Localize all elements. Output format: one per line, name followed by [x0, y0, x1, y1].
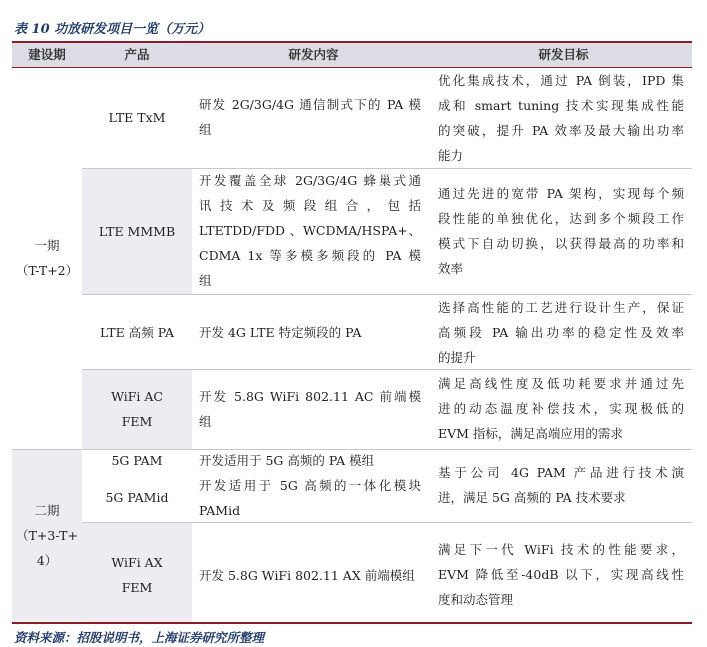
- goal-wifi-ax-fem: [438, 537, 684, 612]
- period-2-line3: 4）: [36, 553, 58, 568]
- content-line: 组: [199, 273, 212, 288]
- content-line: 研发 2G/3G/4G 通信制式下的 PA 模: [199, 97, 421, 112]
- goal-line: 成和 smart tuning 技术实现集成性能: [438, 98, 684, 113]
- goal-line: 段性能的单独优化，达到多个频段工作: [438, 211, 684, 226]
- goal-line: 满足高线性度及低功耗要求并通过先: [438, 376, 684, 391]
- product-line: WiFi AC: [111, 389, 163, 404]
- product-line: WiFi AX: [111, 555, 163, 570]
- goal-line: 度和动态管理: [438, 592, 514, 607]
- header-content: 研发内容: [288, 47, 339, 62]
- goal-wifi-ac-fem: [438, 371, 684, 446]
- product-lte-mmmb: LTE MMMB: [98, 224, 176, 239]
- goal-line: EVM 指标，满足高端应用的需求: [438, 426, 623, 441]
- content-wifi-ac-fem: [199, 384, 421, 434]
- product-wifi-ac-fem: [82, 384, 192, 434]
- goal-line: EVM 降低至-40dB 以下，实现高线性: [438, 567, 684, 582]
- goal-line: 满足下一代 WiFi 技术的性能要求，: [438, 542, 684, 557]
- content-line: LTETDD/FDD 、WCDMA/HSPA+、: [199, 223, 421, 238]
- goal-line: 进的动态温度补偿技术，实现极低的: [438, 401, 684, 416]
- period-2-line1: 二期: [34, 503, 60, 518]
- content-wifi-ax-fem: 开发 5.8G WiFi 802.11 AX 前端模组: [199, 568, 415, 583]
- goal-line: 选择高性能的工艺进行设计生产，保证: [438, 300, 684, 315]
- period-1-line1: 一期: [34, 238, 60, 253]
- goal-lte-hf-pa: [438, 295, 684, 370]
- product-5g-pam: 5G PAM: [111, 453, 163, 468]
- content-line: PAMid: [199, 503, 241, 518]
- content-line: CDMA 1x 等多模多频段的 PA 模: [199, 248, 421, 263]
- goal-line: 高频段 PA 输出功率的稳定性及效率: [438, 325, 684, 340]
- goal-line: 通过先进的宽带 PA 架构，实现每个频: [438, 186, 684, 201]
- content-line: 讯 技 术 及 频 段 组 合 ， 包 括: [199, 198, 421, 213]
- content-lte-hf-pa: 开发 4G LTE 特定频段的 PA: [199, 325, 362, 340]
- content-line: 组: [199, 414, 212, 429]
- header-goal: 研发目标: [538, 47, 589, 62]
- table-bottom-rule: [12, 622, 692, 624]
- period-2-label: [12, 498, 82, 573]
- product-line: FEM: [121, 414, 153, 429]
- content-line: 开发适用于 5G 高频的一体化模块: [199, 478, 421, 493]
- goal-line: 模式下自动切换，以获得最高的功率和: [438, 236, 684, 251]
- content-lte-txm: [199, 92, 421, 142]
- header-period: 建设期: [28, 47, 66, 62]
- goal-line: 能力: [438, 148, 464, 163]
- content-line: 开发适用于 5G 高频的 PA 模组: [199, 453, 375, 468]
- period-1-line2: （T-T+2）: [15, 263, 79, 278]
- product-lte-hf-pa: LTE 高频 PA: [100, 325, 174, 340]
- goal-line: 效率: [438, 261, 464, 276]
- goal-line: 优化集成技术，通过 PA 倒装，IPD 集: [438, 73, 684, 88]
- table-title: 表 10 功放研发项目一览（万元）: [14, 22, 211, 37]
- content-lte-mmmb: [199, 168, 421, 293]
- source-note: 资料来源：招股说明书，上海证券研究所整理: [14, 630, 265, 645]
- product-5g-pamid: 5G PAMid: [105, 490, 169, 505]
- product-line: FEM: [121, 580, 153, 595]
- content-line: 开发 5.8G WiFi 802.11 AC 前端模: [199, 389, 421, 404]
- goal-line: 的提升: [438, 350, 476, 365]
- goal-lte-mmmb: [438, 181, 684, 281]
- product-lte-txm: LTE TxM: [108, 110, 166, 125]
- product-wifi-ax-fem: [82, 550, 192, 600]
- header-product: 产品: [124, 47, 150, 62]
- content-line: 组: [199, 122, 212, 137]
- goal-line: 进，满足 5G 高频的 PA 技术要求: [438, 490, 626, 505]
- goal-lte-txm: [438, 68, 684, 168]
- period-2-line2: （T+3-T+: [16, 528, 78, 543]
- content-5g-pam: [199, 448, 421, 523]
- goal-line: 的突破，提升 PA 效率及最大输出功率: [438, 123, 684, 138]
- goal-line: 基于公司 4G PAM 产品进行技术演: [438, 465, 684, 480]
- content-line: 开发覆盖全球 2G/3G/4G 蜂巢式通: [199, 173, 421, 188]
- goal-5g-pam: [438, 460, 684, 510]
- period-1-label: [12, 233, 82, 283]
- table-header: [12, 43, 692, 67]
